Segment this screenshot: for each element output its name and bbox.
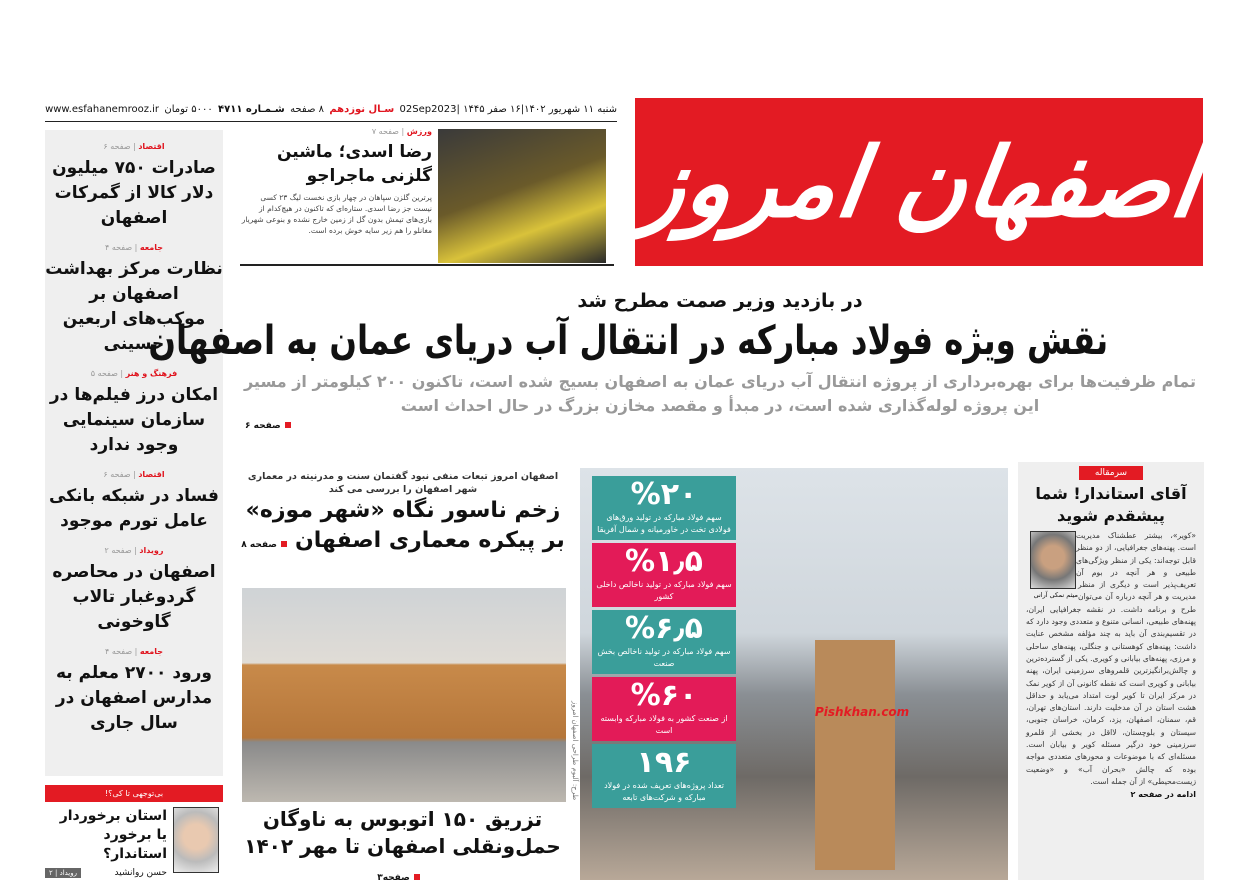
sport-story[interactable] — [240, 127, 614, 266]
stat-box: %۶۰ از صنعت کشور به فولاد مبارکه وابسته است — [592, 677, 736, 741]
news-item[interactable]: جامعه | صفحه ۴ نظارت مرکز بهداشت اصفهان بر موکب‌های اربعین حسینی — [45, 243, 223, 354]
editorial-tag: سرمقاله — [1079, 466, 1143, 480]
stat-box: ۱۹۶ تعداد پروژه‌های تعریف شده در فولاد مبارکه و شرکت‌های تابعه — [592, 744, 736, 808]
bullet-square-icon — [414, 874, 420, 880]
stat-box: %۱٫۵ سهم فولاد مبارکه در تولید ناخالص داخلی کشور — [592, 543, 736, 607]
podium — [815, 640, 895, 870]
architecture-title: زخم ناسور نگاه «شهر موزه» بر پیکره معماری اصفهانصفحه ۸ — [241, 498, 565, 553]
watermark: Pishkhan.com — [815, 705, 910, 719]
main-headline[interactable]: نقش ویژه فولاد مبارکه در انتقال آب دریای عمان به اصفهان — [148, 318, 1109, 364]
bus-page-ref: صفحه۳ — [377, 873, 420, 883]
architecture-photo — [242, 588, 566, 802]
architecture-pretitle: اصفهان امروز تبعات منفی نبود گفتمان سنت و مدرنیته در معماری شهر اصفهان را بررسی می کند — [247, 471, 559, 495]
lead-page-ref[interactable]: صفحه ۶ — [240, 420, 1200, 432]
oped-story[interactable] — [45, 805, 223, 885]
editorial-column — [1018, 462, 1204, 880]
bullet-square-icon — [281, 541, 287, 547]
news-item[interactable]: اقتصاد | صفحه ۶ فساد در شبکه بانکی عامل تورم موجود — [49, 470, 219, 531]
news-item[interactable]: رویداد | صفحه ۲ اصفهان در محاصره گردوغبار تالاب گاوخونی — [52, 546, 216, 632]
masthead-info-line — [45, 98, 617, 122]
news-item[interactable]: فرهنگ و هنر | صفحه ۵ امکان درز فیلم‌ها در سازمان سینمایی وجود ندارد — [49, 369, 219, 455]
oped-title: استان برخوردار یا برخورد استاندار؟ — [59, 808, 167, 862]
continued-link[interactable]: ادامه در صفحه ۲ — [1130, 790, 1196, 800]
date-line: شنبه ۱۱ شهریور ۱۴۰۲|۱۶ صفر ۱۴۴۵ |02Sep2023 — [399, 104, 617, 115]
bus-story[interactable] — [240, 806, 565, 892]
photo-credit: طرح: آلبوم طراحی اصفهان امروز — [571, 700, 579, 800]
lead-paragraph: تمام ظرفیت‌ها برای بهره‌برداری از پروژه انتقال آب دریای عمان به اصفهان بسیج شده است، تاکنون ۲۰۰ کیلومتر از مسیر این پروژه لوله‌گذاری شده است، در مبدأ و مقصد مخازن بزرگ در حال احداث است — [243, 372, 1197, 415]
oped-banner: بی‌توجهی تا کی؟! — [45, 785, 223, 802]
newspaper-logo: اصفهان امروز — [635, 98, 1203, 266]
editorial-title[interactable]: آقای استاندار! شما پیشقدم شوید — [1035, 484, 1187, 525]
lead-story — [148, 288, 1200, 432]
architecture-story[interactable] — [240, 470, 566, 560]
lead-subtitle: در بازدید وزیر صمت مطرح شد — [577, 290, 863, 312]
stat-box: %۲۰ سهم فولاد مبارکه در تولید ورق‌های فولادی تخت در خاورمیانه و شمال آفریقا — [592, 476, 736, 540]
bullet-square-icon — [285, 422, 291, 428]
oped-author: حسن روانشید — [114, 868, 167, 878]
price: ۵۰۰۰ تومان — [164, 104, 213, 115]
sport-title: رضا اسدی؛ ماشین گلزنی ماجراجو — [276, 142, 432, 186]
section-kicker: ورزش | صفحه ۷ — [371, 127, 432, 136]
editorial-body: «کویر»، بیشتر عطشناک مدیریت است. پهنه‌های جغرافیایی، از دو منظر قابل توجه‌اند: یکی از منظر ویژگی‌های طبیعی و هر آنچه در بوم آن تعریف‌پذیر است و دیگری از منظر مدیریت و هر آنچه درباره آن می‌توان طرح و برنامه داشت. در نقشه جغرافیایی ایران، پهنه‌های طبیعی، انسانی متنوع و متعددی وجود دارد که در تقسیم‌بندی آن باید به چند مؤلفه مشخص عنایت داشت: پهنه‌های کوهستانی و جنگلی، پهنه‌های ساحلی و مرزی، پهنه‌های بیابانی و کویری. یکی از گسترده‌ترین و چالش‌برانگیزترین قلمروهای سرزمینی ایران، پهنه بیابانی و کویری است که نقطه کانونی آن از کویر نمک در مرکز ایران تا کویر لوت امتداد می‌یابد و حداقل هشت استان در آن مدخلیت دارند. استان‌های تهران، قم، سمنان، اصفهان، یزد، کرمان، خراسان جنوبی، سیستان و بلوچستان، لااقل در بخشی از قلمرو سرزمینی خود درگیر مسئله کویر و بیابان است. مسئله‌ای که با موضوعات و محورهای متعددی مواجه بوده که چالش «بحران آب» و «وضعیت زیست‌محیطی» از آن جمله است. — [1026, 531, 1196, 786]
year-label: سـال نوزدهم — [329, 104, 395, 115]
news-item[interactable]: اقتصاد | صفحه ۶ صادرات ۷۵۰ میلیون دلار کالا از گمرکات اصفهان — [52, 142, 216, 228]
stat-box: %۶٫۵ سهم فولاد مبارکه در تولید ناخالص بخش صنعت — [592, 610, 736, 674]
page-count: ۸ صفحه — [290, 104, 324, 115]
sport-body: پرترین گلزن سپاهان در چهار بازی نخست لیگ ۲۳ کسی نیست جز رضا اسدی. ستاره‌ای که تاکنون در هیچ‌کدام از بازی‌های تیمش بدون گل از زمین خارج نشده و بنوعی شهریار مغانلو را هم زیر سایه خوش برده است. — [241, 193, 432, 235]
editorial-author-photo — [1030, 531, 1076, 589]
architecture-page-ref: صفحه ۸ — [241, 540, 287, 550]
left-news-column — [45, 130, 223, 776]
news-item[interactable]: جامعه | صفحه ۴ ورود ۲۷۰۰ معلم به مدارس اصفهان در سال جاری — [55, 647, 213, 733]
bus-story-title: تزریق ۱۵۰ اتوبوس به ناوگان حمل‌ونقلی اصفهان تا مهر ۱۴۰۲ — [244, 807, 561, 858]
website-link[interactable]: www.esfahanemrooz.ir — [45, 104, 160, 115]
sport-photo — [438, 129, 606, 263]
oped-page-badge: رویداد | ۲ — [45, 868, 81, 878]
issue-number: شـمـاره ۴۷۱۱ — [218, 104, 285, 115]
author-photo — [173, 807, 219, 873]
editorial-author: میثم نمکی آرانی — [1033, 591, 1078, 599]
stats-panel — [592, 476, 736, 811]
